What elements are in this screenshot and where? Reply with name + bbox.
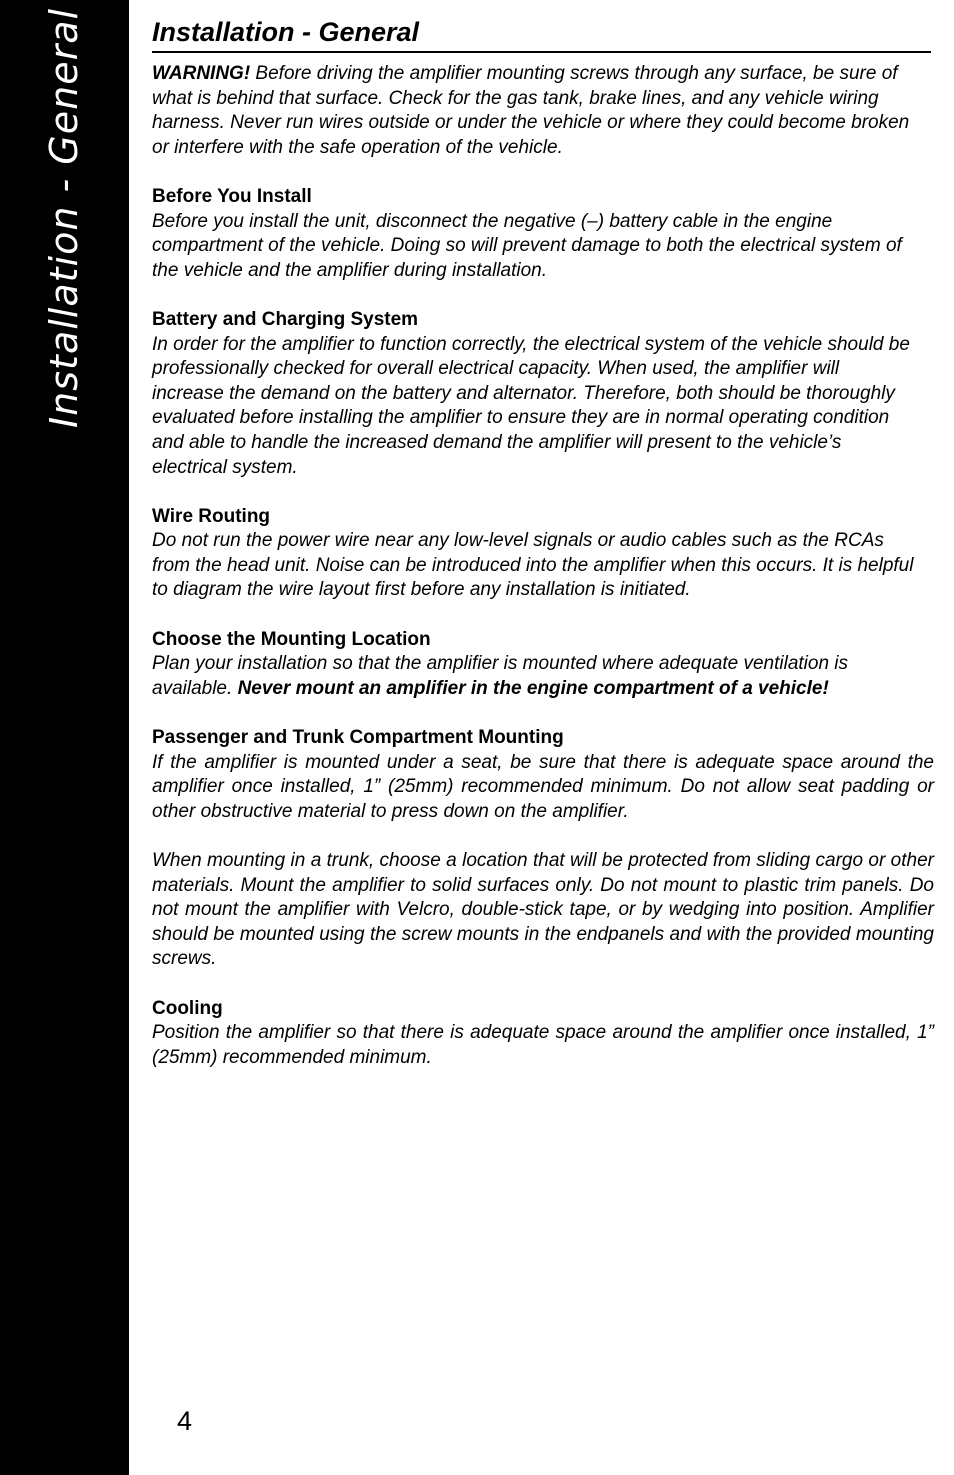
section-heading-passenger-trunk: Passenger and Trunk Compartment Mounting bbox=[152, 727, 564, 749]
section-heading-cooling: Cooling bbox=[152, 997, 223, 1019]
section-body-passenger-seat: If the amplifier is mounted under a seat, be sure that there is adequate space around the amplifier once installed, 1” (25mm) recommended minimum. Do not allow seat padding or other obstructive material to press down on the amplifier. bbox=[152, 751, 934, 822]
warning-text: Before driving the amplifier mounting screws through any surface, be sure of what is behind that surface. Check for the gas tank, brake lines, and any vehicle wiring harness. Never run wires outside or under the vehicle or where they could become broken or interfere with the safe operation of the vehicle. bbox=[152, 63, 910, 158]
section-body-battery: In order for the amplifier to function correctly, the electrical system of the vehicle should be professionally checked for overall electrical capacity. When used, the amplifier will increase the demand on the battery and alternator. Therefore, both should be thoroughly evaluated before installing the amplifier to ensure they are in normal operating condition and able to handle the increased demand the amplifier will present to the vehicle’s electrical system. bbox=[152, 333, 910, 478]
section-heading-mounting-location: Choose the Mounting Location bbox=[152, 628, 431, 650]
page-number: 4 bbox=[177, 1406, 193, 1436]
mounting-location-emphasis: Never mount an amplifier in the engine compartment of a vehicle! bbox=[237, 677, 829, 699]
page-title: Installation - General bbox=[152, 14, 931, 53]
side-tab-label: Installation - General bbox=[42, 7, 86, 429]
section-heading-before-install: Before You Install bbox=[152, 185, 312, 207]
section-body-mounting-location bbox=[152, 652, 916, 701]
section-heading-wire-routing: Wire Routing bbox=[152, 505, 271, 527]
section-heading-battery: Battery and Charging System bbox=[152, 308, 419, 330]
mounting-location-text: Plan your installation so that the amplifier is mounted where adequate ventilation is available. bbox=[152, 653, 849, 699]
section-body-before-install: Before you install the unit, disconnect the negative (–) battery cable in the engine compartment of the vehicle. Doing so will prevent damage to both the electrical system of the vehicle and the amplifier during installation. bbox=[152, 210, 902, 281]
section-body-cooling: Position the amplifier so that there is adequate space around the amplifier once installed, 1” (25mm) recommended minimum. bbox=[152, 1022, 934, 1068]
side-tab bbox=[0, 0, 129, 1475]
page-content bbox=[152, 14, 934, 1070]
section-body-wire-routing: Do not run the power wire near any low-level signals or audio cables such as the RCAs from the head unit. Noise can be introduced into the amplifier when this occurs. It is helpful to diagram the wire layout first before any installation is initiated. bbox=[152, 530, 914, 601]
warning-label: WARNING! bbox=[152, 63, 251, 84]
section-body-trunk: When mounting in a trunk, choose a location that will be protected from sliding cargo or other materials. Mount the amplifier to solid surfaces only. Do not mount to plastic trim panels. Do not mount the amplifier with Velcro, double-stick tape, or by wedging into position. Amplifier should be mounted using the screw mounts in the endpanels and with the provided mounting screws. bbox=[152, 850, 934, 970]
warning-paragraph bbox=[152, 62, 922, 160]
